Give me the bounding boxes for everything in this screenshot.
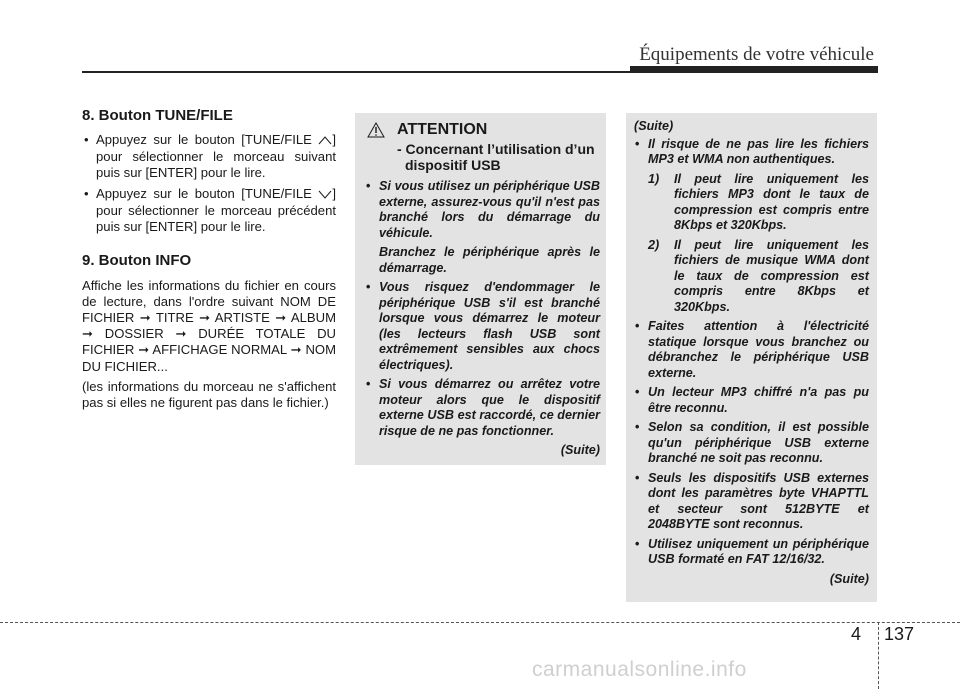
sequence-item: TITRE [155,309,194,325]
list-item: • Utilisez uniquement un périphérique USB formaté en FAT 12/16/32. [634,537,869,568]
section-9-title: 9. Bouton INFO [82,252,192,270]
suite-label-bottom: (Suite) [829,571,869,586]
numbered-item: 2) Il peut lire uniquement les fichiers de musique WMA dont le taux de compression est compris entre 8Kbps et 320Kbps. [648,237,869,314]
right-arrow-icon: ➞ [139,309,156,325]
list-item: • Selon sa condition, il est possible qu'un périphérique USB externe branché ne soit pas reconnu. [634,420,869,467]
list-item: • Un lecteur MP3 chiffré n'a pas pu être reconnu. [634,385,869,416]
right-arrow-icon: ➞ [82,326,105,342]
attention-box [355,113,606,465]
list-item: • Appuyez sur le bouton [TUNE/FILE ] pour sélectionner le morceau précédent puis sur [ENTER] pour le lire. [82,186,336,235]
section-8-title: 8. Bouton TUNE/FILE [82,107,233,124]
sequence-item: DURÉE TOTALE DU FICHIER [82,326,337,358]
list-item: • Si vous démarrez ou arrêtez votre moteur alors que le dispositif externe USB est raccordé, ce dernier risque de ne pas fonctionner. [365,377,600,439]
sequence-item: ALBUM [290,309,337,325]
continued-list [634,137,869,568]
right-arrow-icon: ➞ [163,326,199,342]
footer-rule [0,622,960,623]
numbered-item: 1) Il peut lire uniquement les fichiers MP3 dont le taux de compression est compris entre 8Kbps et 320Kbps. [648,171,869,232]
list-item: • Il risque de ne pas lire les fichiers MP3 et WMA non authentiques. [634,137,869,168]
continued-box [626,113,877,602]
attention-title: ATTENTION [397,121,488,138]
chevron-up-icon [318,133,332,149]
header-rule [82,71,877,73]
page-number: 137 [884,624,915,644]
section-9-paragraph: Affiche les informations du fichier en cours de lecture, dans l'ordre suivant NOM DE FICHIER ➞ TITRE ➞ ARTISTE ➞ ALBUM ➞ DOSSIER ➞ DURÉE TOTALE DU FICHIER ➞ AFFICHAGE NORMAL ➞ NOM DU FICHIER... [82,277,337,374]
section-8-list [82,132,336,235]
sequence-item: ARTISTE [214,309,270,325]
attention-list [365,179,600,439]
section-9-note: (les informations du morceau ne s'affichent pas si elles ne figurent pas dans le fichier.) [82,378,336,410]
suite-label-top: (Suite) [634,119,674,133]
right-arrow-icon: ➞ [286,342,306,358]
suite-label: (Suite) [560,443,600,457]
attention-subtitle: - Concernant l’utilisation d’un dispositif USB [397,141,595,173]
column-tune-info [82,108,336,415]
footer-divider [878,622,879,689]
list-item: • Si vous utilisez un périphérique USB externe, assurez-vous qu'il n'est pas branché lors du démarrage du véhicule. [365,179,600,241]
chevron-down-icon [318,187,332,203]
sequence-item: NOM DU FICHIER... [82,342,336,374]
list-item: • Appuyez sur le bouton [TUNE/FILE ] pour sélectionner le morceau suivant puis sur [ENTER] pour le lire. [82,132,336,181]
attention-header [365,121,600,173]
list-item: • Seuls les dispositifs USB externes dont les paramètres byte VHAPTTL et secteur sont 512BYTE et 2048BYTE sont reconnus. [634,471,869,533]
right-arrow-icon: ➞ [193,309,215,325]
warning-triangle-icon [367,122,385,143]
chapter-number: 4 [851,624,862,644]
sequence-item: DOSSIER [104,326,164,342]
right-arrow-icon: ➞ [269,309,291,325]
sequence-item: AFFICHAGE NORMAL [152,342,287,358]
list-item-followup: Branchez le périphérique après le démarrage. [379,245,600,275]
right-arrow-icon: ➞ [134,342,153,358]
header-title: Équipements de votre véhicule [639,44,874,65]
list-item: • Vous risquez d'endommager le périphérique USB s'il est branché lorsque vous démarrez le moteur (les lecteurs flash USB sont extrêmement sensibles aux chocs électriques). [365,280,600,373]
watermark: carmanualsonline.info [532,658,747,681]
list-item: • Faites attention à l'électricité statique lorsque vous branchez ou débranchez le périphérique USB externe. [634,319,869,381]
